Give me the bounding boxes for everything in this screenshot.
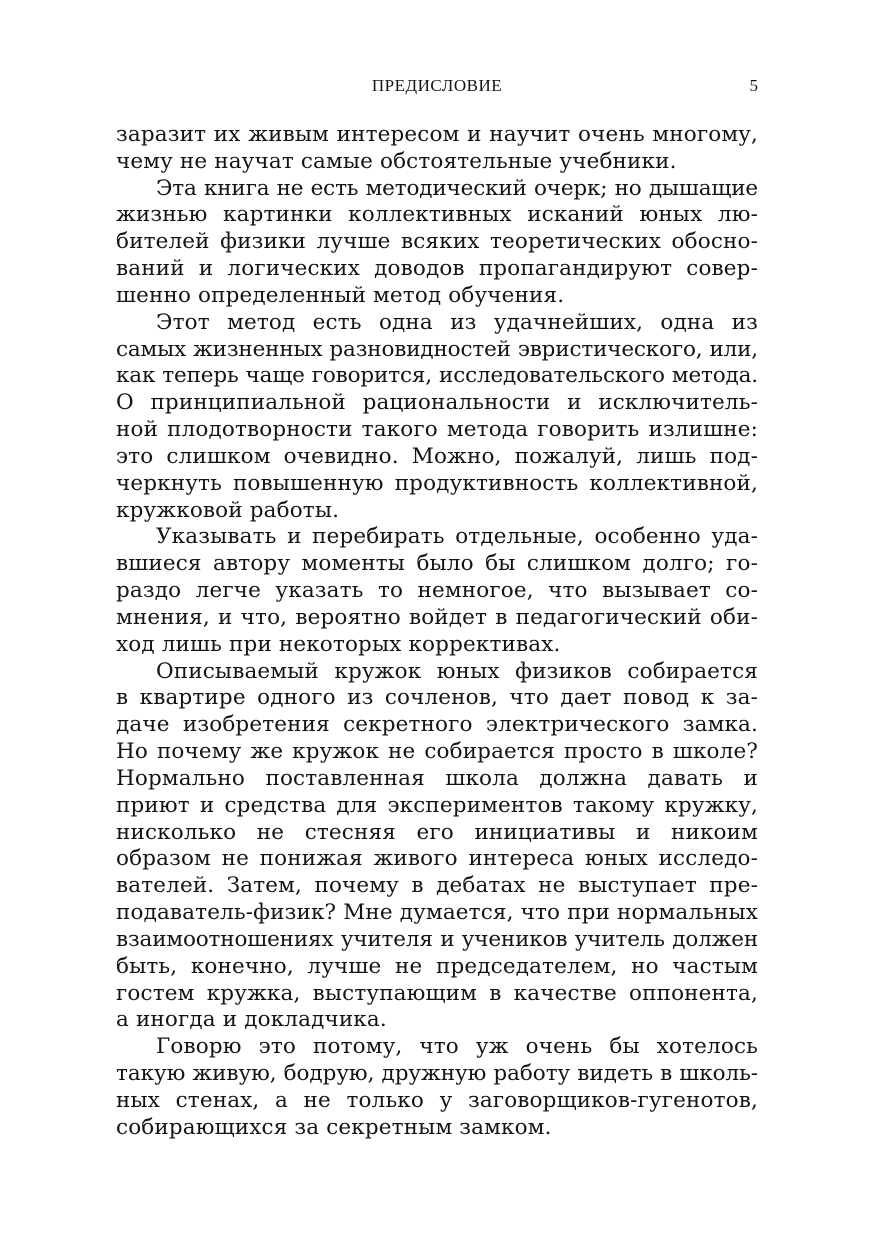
page-number: 5 — [749, 76, 758, 95]
text-line: собирающихся за секретным замком. — [116, 1114, 552, 1140]
text-line: бителей физики лучше всяких теоретических обосно- — [116, 229, 758, 255]
text-line: гостем кружка, выступающим в качестве оппонента, — [116, 980, 758, 1006]
text-line: образом не понижая живого интереса юных исследо- — [116, 846, 758, 872]
text-line: самых жизненных разновидностей эвристического, или, — [116, 336, 758, 362]
text-line: заразит их живым интересом и научит очень многому, — [116, 122, 758, 147]
text-line: подаватель-физик? Мне думается, что при нормальных — [116, 900, 758, 926]
text-line: такую живую, бодрую, дружную работу видеть в школь- — [116, 1060, 758, 1086]
running-title: ПРЕДИСЛОВИЕ — [371, 76, 503, 95]
text-line: Говорю это потому, что уж очень бы хотелось — [156, 1034, 758, 1060]
text-line: шенно определенный метод обучения. — [116, 282, 565, 308]
text-line: как теперь чаще говорится, исследовательского метода. — [116, 363, 758, 389]
text-line: вателей. Затем, почему в дебатах не выступает пре- — [116, 873, 758, 899]
text-line: ход лишь при некоторых коррективах. — [116, 631, 561, 657]
text-line: вшиеся автору моменты было бы слишком долго; го- — [116, 551, 758, 577]
text-line: это слишком очевидно. Можно, пожалуй, лишь под- — [116, 443, 758, 469]
text-line: в квартире одного из сочленов, что дает повод к за- — [116, 685, 758, 711]
body-text — [116, 122, 758, 1141]
text-line: ваний и логических доводов пропагандируют совер- — [116, 256, 758, 282]
text-line: мнения, и что, вероятно войдет в педагогический оби- — [116, 604, 758, 630]
text-line: Но почему же кружок не собирается просто в школе? — [116, 739, 758, 765]
text-line: ных стенах, а не только у заговорщиков-гугенотов, — [116, 1087, 758, 1113]
text-line: Эта книга не есть методический очерк; но дышащие — [156, 175, 758, 201]
text-line: кружковой работы. — [116, 497, 340, 523]
text-line: быть, конечно, лучше не председателем, но частым — [116, 953, 758, 979]
text-line: взаимоотношениях учителя и учеников учитель должен — [116, 926, 758, 952]
text-line: Этот метод есть одна из удачнейших, одна из — [156, 309, 758, 335]
text-line: черкнуть повышенную продуктивность коллективной, — [116, 470, 758, 496]
text-line: чему не научат самые обстоятельные учебники. — [116, 148, 677, 174]
running-head — [116, 76, 758, 102]
text-line: нисколько не стесняя его инициативы и никоим — [116, 819, 758, 845]
text-line: Описываемый кружок юных физиков собирается — [156, 658, 758, 684]
text-line: Указывать и перебирать отдельные, особенно уда- — [156, 524, 758, 550]
text-line: ной плодотворности такого метода говорить излишне: — [116, 417, 758, 443]
text-line: жизнью картинки коллективных исканий юных лю- — [116, 202, 758, 228]
text-line: раздо легче указать то немногое, что вызывает со- — [116, 578, 758, 604]
text-line: О принципиальной рациональности и исключитель- — [116, 390, 758, 416]
text-line: даче изобретения секретного электрического замка. — [116, 712, 758, 738]
text-line: а иногда и докладчика. — [116, 1007, 387, 1033]
text-line: Нормально поставленная школа должна давать и — [116, 765, 758, 791]
text-line: приют и средства для экспериментов такому кружку, — [116, 792, 758, 818]
